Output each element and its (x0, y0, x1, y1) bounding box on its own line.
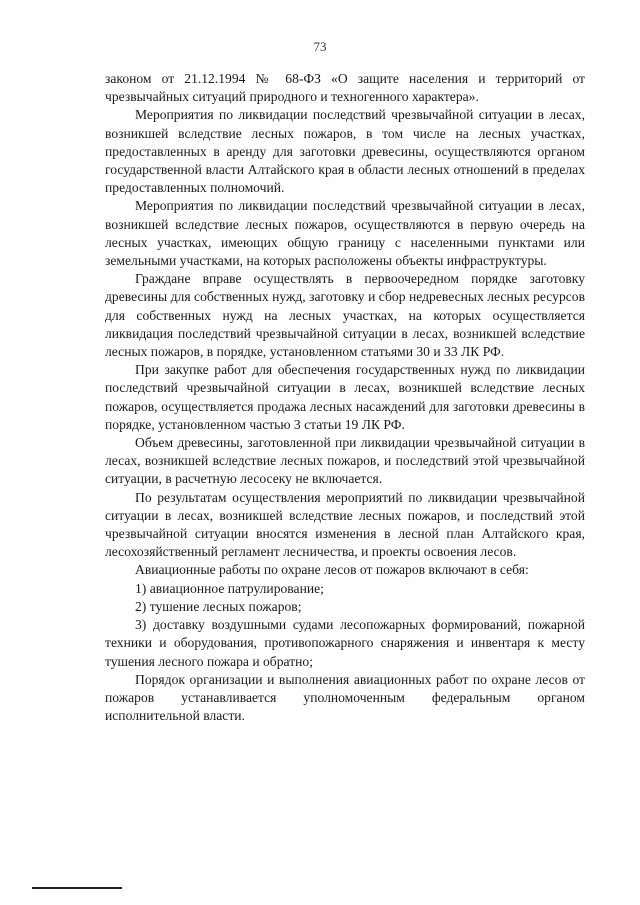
paragraph-aviation-intro: Авиационные работы по охране лесов от пожаров включают в себя: (135, 562, 529, 578)
page-number: 73 (313, 39, 327, 54)
paragraph-aviation-procedure: Порядок организации и выполнения авиационных работ по охране лесов от пожаров устанавливается уполномоченным федеральным органом исполнительной власти. (105, 671, 585, 724)
paragraph-timber-volume: Объем древесины, заготовленной при ликвидации чрезвычайной ситуации в лесах, возникшей вследствие лесных пожаров, и последствий этой чрезвычайной ситуации, в расчетную лесосеку не включается. (105, 435, 585, 487)
paragraph-plan-changes: По результатам осуществления мероприятий по ликвидации чрезвычайной ситуации в лесах, возникшей вследствие лесных пожаров, и последствий этой чрезвычайной ситуации вносятся изменения в лесной план Алтайского края, лесохозяйственный регламент лесничества, и проекты освоения лесов. (105, 489, 585, 560)
list-item-patrol: 1) авиационное патрулирование; (135, 580, 324, 596)
paragraph-procurement: При закупке работ для обеспечения государственных нужд по ликвидации последствий чрезвычайной ситуации в лесах, возникшей вследствие лесных пожаров, осуществляется продажа лесных насаждений для заготовки древесины в порядке, установленном частью 3 статьи 19 ЛК РФ. (105, 362, 585, 432)
list-item-delivery: 3) доставку воздушными судами лесопожарных формирований, пожарной техники и оборудования, противопожарного снаряжения и инвентаря к месту тушения лесного пожара и обратно; (105, 617, 585, 669)
paragraph-law-reference: законом от 21.12.1994 № 68-ФЗ «О защите населения и территорий от чрезвычайных ситуаций природного и техногенного характера». (105, 71, 585, 105)
paragraph-liquidation-authority: Мероприятия по ликвидации последствий чрезвычайной ситуации в лесах, возникшей вследствие лесных пожаров, в том числе на лесных участках, предоставленных в аренду для заготовки древесины, осуществляются органом государственной власти Алтайского края в области лесных отношений в пределах предоставленных полномочий. (105, 107, 585, 196)
list-item-extinguishing: 2) тушение лесных пожаров; (135, 598, 302, 614)
footer-rule (32, 887, 122, 889)
paragraph-liquidation-priority: Мероприятия по ликвидации последствий чрезвычайной ситуации в лесах, возникшей вследствие лесных пожаров, осуществляются в первую очередь на лесных участках, имеющих общую границу с населенными пунктами или земельными участками, на которых расположены объекты инфраструктуры. (105, 198, 585, 269)
paragraph-citizens-rights: Граждане вправе осуществлять в первоочередном порядке заготовку древесины для собственных нужд, заготовку и сбор недревесных лесных ресурсов для собственных нужд на лесных участках, на которых осуществляется ликвидация последствий чрезвычайной ситуации в лесах, возникшей вследствие лесных пожаров, в порядке, установленном статьями 30 и 33 ЛК РФ. (105, 271, 585, 360)
body-text (105, 70, 585, 725)
